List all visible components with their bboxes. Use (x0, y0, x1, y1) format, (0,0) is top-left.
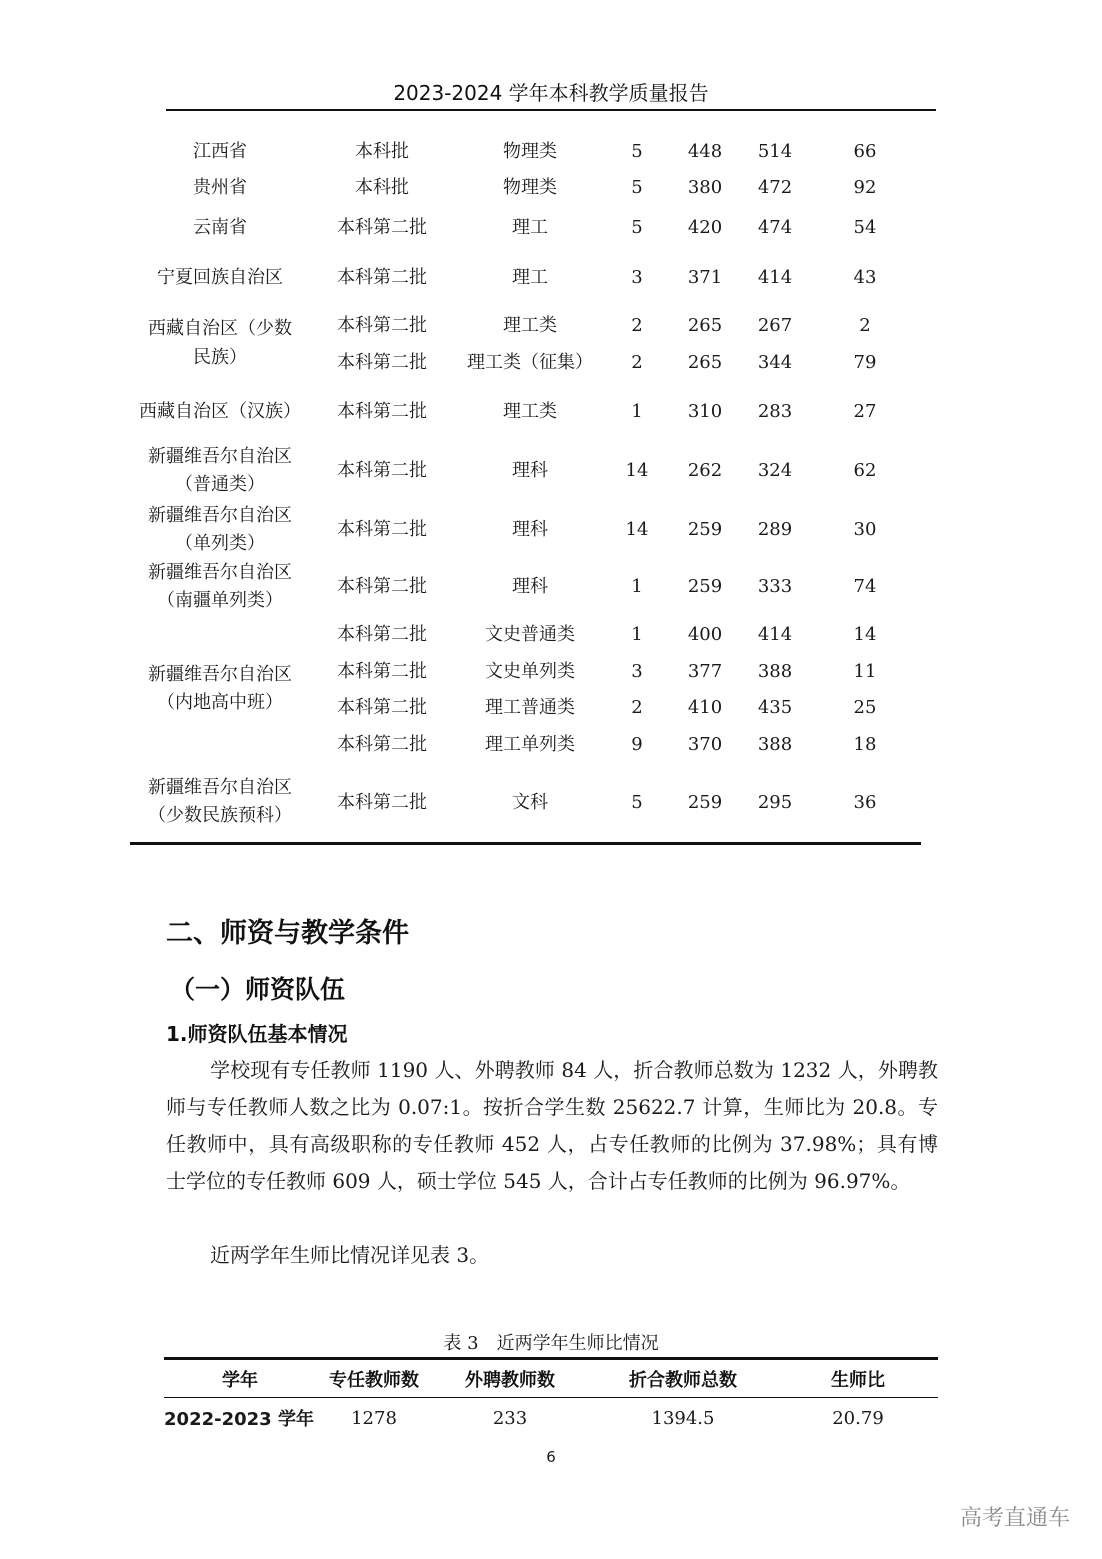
province-cell: （普通类） (175, 474, 265, 495)
province-cell: 新疆维吾尔自治区 (148, 446, 292, 467)
control-line-cell: 371 (687, 267, 723, 288)
diff-cell: 25 (853, 697, 877, 718)
table-header-cell: 折合教师总数 (629, 1370, 737, 1391)
category-cell: 理科 (512, 460, 548, 481)
min-score-cell: 283 (757, 401, 793, 422)
plan-cell: 14 (625, 519, 649, 540)
diff-cell: 36 (853, 792, 877, 813)
min-score-cell: 324 (757, 460, 793, 481)
province-cell: 云南省 (193, 217, 247, 238)
table-cell: 20.79 (832, 1407, 884, 1429)
category-cell: 理工 (512, 217, 548, 238)
province-cell: 新疆维吾尔自治区 (148, 562, 292, 583)
batch-cell: 本科第二批 (337, 792, 427, 813)
control-line-cell: 259 (687, 519, 723, 540)
batch-cell: 本科第二批 (337, 624, 427, 645)
control-line-cell: 410 (687, 697, 723, 718)
diff-cell: 14 (853, 624, 877, 645)
control-line-cell: 370 (687, 734, 723, 755)
category-cell: 物理类 (503, 177, 557, 198)
plan-cell: 9 (631, 734, 643, 755)
watermark: 高考直通车 (960, 1506, 1071, 1531)
category-cell: 理工单列类 (485, 734, 575, 755)
diff-cell: 74 (853, 576, 877, 597)
control-line-cell: 310 (687, 401, 723, 422)
batch-cell: 本科第二批 (337, 217, 427, 238)
table-header-cell: 外聘教师数 (465, 1370, 555, 1391)
batch-cell: 本科第二批 (337, 352, 427, 373)
min-score-cell: 472 (757, 177, 793, 198)
plan-cell: 1 (631, 624, 643, 645)
batch-cell: 本科第二批 (337, 401, 427, 422)
batch-cell: 本科第二批 (337, 697, 427, 718)
table-cell: 1278 (351, 1407, 397, 1429)
category-cell: 理工类（征集） (467, 352, 593, 373)
batch-cell: 本科第二批 (337, 519, 427, 540)
min-score-cell: 414 (757, 624, 793, 645)
subsub-title: 1.师资队伍基本情况 (166, 1022, 348, 1046)
table-cell: 233 (492, 1407, 528, 1429)
diff-cell: 92 (853, 177, 877, 198)
body-paragraph (166, 1237, 938, 1274)
province-cell: 贵州省 (193, 177, 247, 198)
table3-top-rule (164, 1357, 938, 1360)
plan-cell: 5 (631, 217, 643, 238)
batch-cell: 本科批 (355, 141, 409, 162)
province-cell: （南疆单列类） (157, 590, 283, 611)
batch-cell: 本科第二批 (337, 460, 427, 481)
batch-cell: 本科第二批 (337, 661, 427, 682)
table3-caption: 表 3 近两学年生师比情况 (443, 1333, 659, 1354)
batch-cell: 本科批 (355, 177, 409, 198)
min-score-cell: 474 (757, 217, 793, 238)
page-header-title: 2023-2024 学年本科教学质量报告 (393, 81, 709, 105)
province-cell: （少数民族预科） (148, 805, 292, 826)
diff-cell: 18 (853, 734, 877, 755)
diff-cell: 43 (853, 267, 877, 288)
plan-cell: 14 (625, 460, 649, 481)
diff-cell: 66 (853, 141, 877, 162)
control-line-cell: 262 (687, 460, 723, 481)
province-cell: 西藏自治区（汉族） (139, 401, 301, 422)
table-header-cell: 专任教师数 (329, 1370, 419, 1391)
province-cell: 新疆维吾尔自治区 (148, 664, 292, 685)
plan-cell: 5 (631, 141, 643, 162)
category-cell: 文科 (512, 792, 548, 813)
diff-cell: 2 (859, 315, 871, 336)
control-line-cell: 259 (687, 576, 723, 597)
control-line-cell: 265 (687, 352, 723, 373)
category-cell: 文史普通类 (485, 624, 575, 645)
control-line-cell: 259 (687, 792, 723, 813)
category-cell: 理科 (512, 519, 548, 540)
province-cell: 新疆维吾尔自治区 (148, 777, 292, 798)
province-cell: （单列类） (175, 533, 265, 554)
plan-cell: 2 (631, 352, 643, 373)
category-cell: 文史单列类 (485, 661, 575, 682)
table-bottom-rule (130, 842, 921, 845)
min-score-cell: 414 (757, 267, 793, 288)
province-cell: 西藏自治区（少数 (148, 318, 292, 339)
min-score-cell: 333 (757, 576, 793, 597)
diff-cell: 11 (853, 661, 877, 682)
plan-cell: 3 (631, 661, 643, 682)
control-line-cell: 380 (687, 177, 723, 198)
province-cell: （内地高中班） (157, 692, 283, 713)
subsection-title: （一）师资队伍 (170, 975, 346, 1004)
min-score-cell: 388 (757, 661, 793, 682)
plan-cell: 2 (631, 315, 643, 336)
table-cell: 2022-2023 学年 (164, 1409, 314, 1430)
section-title: 二、师资与教学条件 (166, 918, 409, 949)
header-divider (166, 109, 936, 111)
plan-cell: 1 (631, 401, 643, 422)
control-line-cell: 377 (687, 661, 723, 682)
plan-cell: 2 (631, 697, 643, 718)
province-cell: 宁夏回族自治区 (157, 267, 283, 288)
min-score-cell: 514 (757, 141, 793, 162)
plan-cell: 1 (631, 576, 643, 597)
batch-cell: 本科第二批 (337, 734, 427, 755)
province-cell: 民族） (193, 347, 247, 368)
control-line-cell: 400 (687, 624, 723, 645)
province-cell: 新疆维吾尔自治区 (148, 505, 292, 526)
control-line-cell: 448 (687, 141, 723, 162)
diff-cell: 62 (853, 460, 877, 481)
diff-cell: 54 (853, 217, 877, 238)
diff-cell: 79 (853, 352, 877, 373)
min-score-cell: 289 (757, 519, 793, 540)
category-cell: 理工类 (503, 315, 557, 336)
table-header-cell: 学年 (222, 1370, 258, 1391)
batch-cell: 本科第二批 (337, 576, 427, 597)
plan-cell: 5 (631, 792, 643, 813)
batch-cell: 本科第二批 (337, 267, 427, 288)
province-cell: 江西省 (193, 141, 247, 162)
category-cell: 理工类 (503, 401, 557, 422)
plan-cell: 5 (631, 177, 643, 198)
paragraph-text: 近两学年生师比情况详见表 3。 (210, 1243, 490, 1267)
min-score-cell: 267 (757, 315, 793, 336)
control-line-cell: 265 (687, 315, 723, 336)
diff-cell: 30 (853, 519, 877, 540)
table-header-cell: 生师比 (831, 1370, 885, 1391)
body-paragraph (166, 1052, 938, 1200)
batch-cell: 本科第二批 (337, 315, 427, 336)
min-score-cell: 388 (757, 734, 793, 755)
min-score-cell: 344 (757, 352, 793, 373)
category-cell: 理工 (512, 267, 548, 288)
category-cell: 理工普通类 (485, 697, 575, 718)
min-score-cell: 295 (757, 792, 793, 813)
category-cell: 理科 (512, 576, 548, 597)
page-number: 6 (546, 1448, 556, 1466)
category-cell: 物理类 (503, 141, 557, 162)
min-score-cell: 435 (757, 697, 793, 718)
paragraph-text: 学校现有专任教师 1190 人、外聘教师 84 人，折合教师总数为 1232 人，外聘教师与专任教师人数之比为 0.07:1。按折合学生数 25622.7 计算，生师比为 20.8。专任教师中，具有高级职称的专任教师 452 人，占专任教师的比例为 37.98%；具有博士学位的专任教师 609 人，硕士学位 545 人，合计占专任教师的比例为 96.97%。 (166, 1058, 938, 1193)
diff-cell: 27 (853, 401, 877, 422)
control-line-cell: 420 (687, 217, 723, 238)
plan-cell: 3 (631, 267, 643, 288)
table-cell: 1394.5 (651, 1407, 715, 1429)
table3-mid-rule (164, 1397, 938, 1398)
